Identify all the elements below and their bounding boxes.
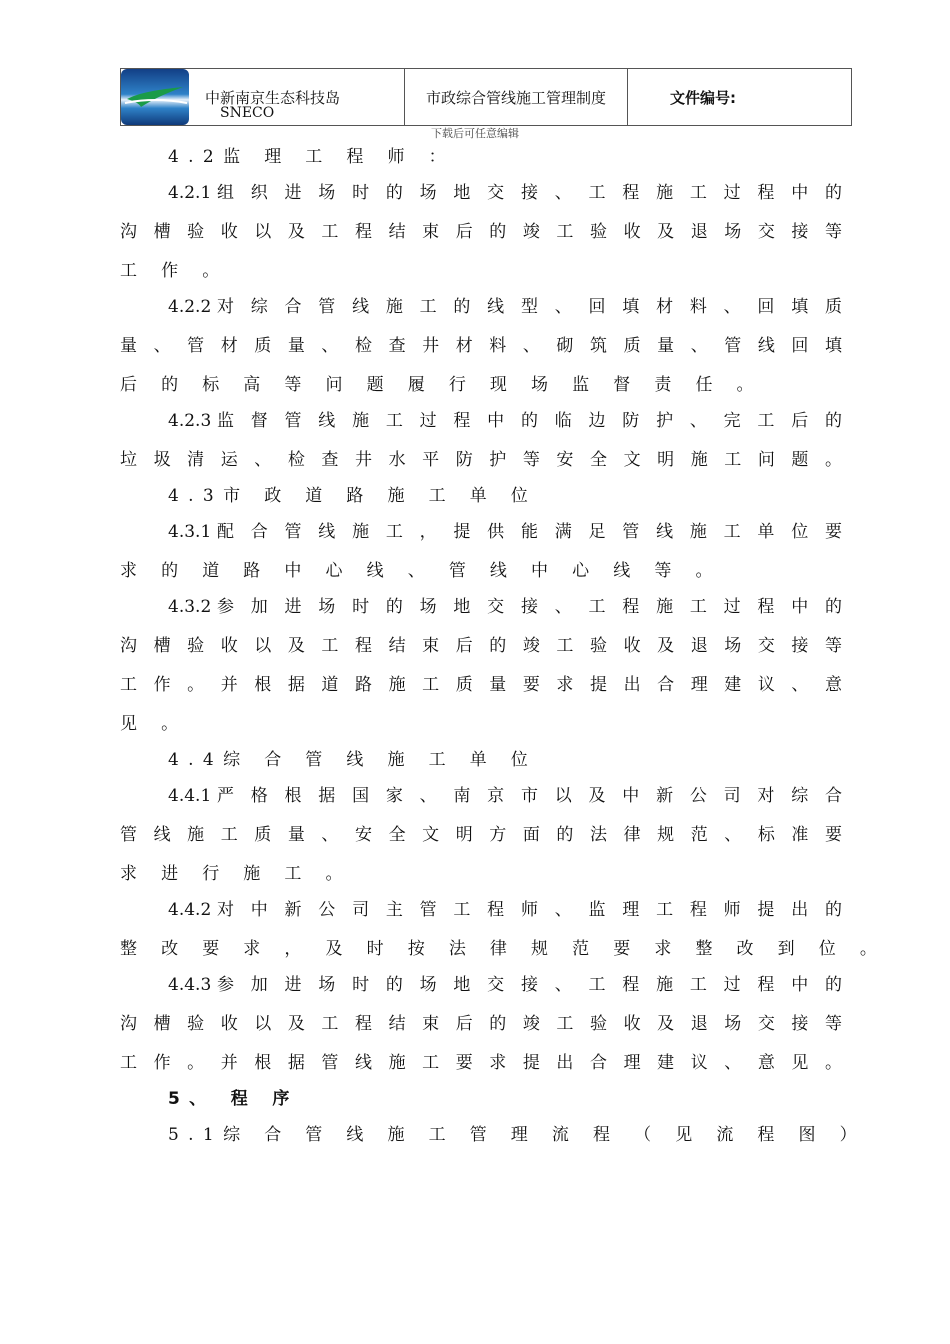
paragraph-line: 4.3.2参 加 进 场 时 的 场 地 交 接 、 工 程 施 工 过 程 中 的	[168, 597, 842, 617]
paragraph-line: 4.2.1组 织 进 场 时 的 场 地 交 接 、 工 程 施 工 过 程 中 的	[168, 183, 842, 203]
paragraph-line: 4.4.2对 中 新 公 司 主 管 工 程 师 、 监 理 工 程 师 提 出 的	[168, 900, 842, 920]
paragraph-line: 沟 槽 验 收 以 及 工 程 结 束 后 的 竣 工 验 收 及 退 场 交 接 等	[120, 636, 842, 656]
paragraph-line: 4.3.1配 合 管 线 施 工 ， 提 供 能 满 足 管 线 施 工 单 位 要	[168, 522, 842, 542]
paragraph-line: 整 改 要 求 ， 及 时 按 法 律 规 范 要 求 整 改 到 位 。	[120, 939, 887, 959]
section-heading-4-2: 4.2监 理 工 程 师 ：	[168, 147, 455, 167]
header-doc-number-cell	[628, 69, 851, 125]
paragraph-line: 沟 槽 验 收 以 及 工 程 结 束 后 的 竣 工 验 收 及 退 场 交 接 等	[120, 1014, 842, 1034]
paragraph-line: 工 作 。	[120, 261, 229, 281]
section-heading-4-4: 4.4综 合 管 线 施 工 单 位	[168, 750, 538, 770]
document-number-label: 文件编号:	[670, 88, 736, 107]
paragraph-line: 后 的 标 高 等 问 题 履 行 现 场 监 督 责 任 。	[120, 375, 763, 395]
header-company-cell	[121, 69, 405, 125]
paragraph-line: 垃 圾 清 运 、 检 查 井 水 平 防 护 等 安 全 文 明 施 工 问 题 。	[120, 450, 842, 470]
paragraph-line: 求 的 道 路 中 心 线 、 管 线 中 心 线 等 。	[120, 561, 722, 581]
paragraph-line: 求 进 行 施 工 。	[120, 864, 352, 884]
company-logo-icon	[121, 69, 189, 125]
paragraph-line: 4.4.1严 格 根 据 国 家 、 南 京 市 以 及 中 新 公 司 对 综 合	[168, 786, 842, 806]
paragraph-line: 量 、 管 材 质 量 、 检 查 井 材 料 、 砌 筑 质 量 、 管 线 回 填	[120, 336, 842, 356]
company-name: 中新南京生态科技岛	[205, 89, 341, 107]
edit-notice: 下载后可任意编辑	[431, 127, 519, 140]
paragraph-line: 工 作 。 并 根 据 道 路 施 工 质 量 要 求 提 出 合 理 建 议 、 意	[120, 675, 842, 695]
paragraph-line: 4.4.3参 加 进 场 时 的 场 地 交 接 、 工 程 施 工 过 程 中 的	[168, 975, 842, 995]
paragraph-line: 4.2.2对 综 合 管 线 施 工 的 线 型 、 回 填 材 料 、 回 填 质	[168, 297, 842, 317]
document-title: 市政综合管线施工管理制度	[425, 88, 606, 107]
section-heading-5-1: 5.1综 合 管 线 施 工 管 理 流 程 （ 见 流 程 图 ）	[168, 1125, 866, 1145]
header-title-cell	[405, 69, 628, 125]
paragraph-line: 管 线 施 工 质 量 、 安 全 文 明 方 面 的 法 律 规 范 、 标 准 要	[120, 825, 842, 845]
section-heading-5: 5、 程 序	[168, 1089, 299, 1109]
document-header	[120, 68, 852, 126]
section-heading-4-3: 4.3市 政 道 路 施 工 单 位	[168, 486, 538, 506]
company-english-name: SNECO	[220, 105, 275, 121]
paragraph-line: 沟 槽 验 收 以 及 工 程 结 束 后 的 竣 工 验 收 及 退 场 交 接 等	[120, 222, 842, 242]
paragraph-line: 工 作 。 并 根 据 管 线 施 工 要 求 提 出 合 理 建 议 、 意 见 。	[120, 1053, 842, 1073]
paragraph-line: 4.2.3监 督 管 线 施 工 过 程 中 的 临 边 防 护 、 完 工 后 的	[168, 411, 842, 431]
paragraph-line: 见 。	[120, 714, 188, 734]
